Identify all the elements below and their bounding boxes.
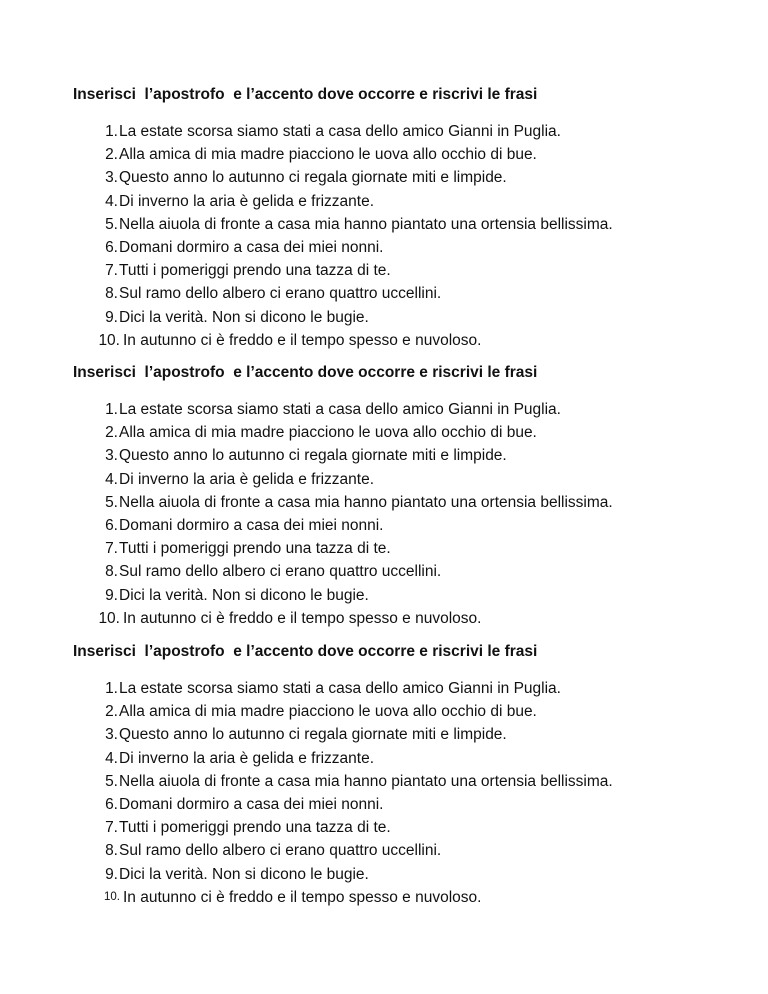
item-text: Dici la verità. Non si dicono le bugie. <box>119 586 369 604</box>
list-item <box>73 700 713 723</box>
list-item <box>73 398 713 421</box>
item-text: Alla amica di mia madre piacciono le uova allo occhio di bue. <box>119 424 537 442</box>
item-text: La estate scorsa siamo stati a casa dello amico Gianni in Puglia. <box>119 123 561 140</box>
list-item <box>73 747 713 770</box>
list-item <box>73 607 713 630</box>
list-item <box>73 120 713 143</box>
item-number: 8. <box>105 563 118 581</box>
list-item <box>73 863 713 886</box>
item-number: 5. <box>105 493 118 511</box>
item-number: 9. <box>105 308 118 326</box>
list-item <box>73 839 713 862</box>
item-text: La estate scorsa siamo stati a casa dello amico Gianni in Puglia. <box>119 680 561 697</box>
item-number: 2. <box>105 146 118 164</box>
list-item <box>73 421 713 444</box>
item-text: Sul ramo dello albero ci erano quattro uccellini. <box>119 563 442 581</box>
item-text: Di inverno la aria è gelida e frizzante. <box>119 470 375 488</box>
list-item <box>73 770 713 793</box>
item-number: 7. <box>105 819 118 837</box>
item-text: Di inverno la aria è gelida e frizzante. <box>119 192 375 210</box>
item-text: La estate scorsa siamo stati a casa dello amico Gianni in Puglia. <box>119 401 561 418</box>
item-text: Dici la verità. Non si dicono le bugie. <box>119 308 369 326</box>
item-number: 2. <box>105 424 118 442</box>
item-text: Questo anno lo autunno ci regala giornate miti e limpide. <box>119 726 507 744</box>
item-number: 8. <box>105 842 118 860</box>
item-number: 4. <box>105 470 118 488</box>
item-number: 2. <box>105 703 118 721</box>
item-text: Questo anno lo autunno ci regala giornate miti e limpide. <box>119 447 507 465</box>
item-number: 10. <box>98 609 120 627</box>
item-number: 1. <box>105 123 118 140</box>
item-text: Domani dormiro a casa dei miei nonni. <box>119 238 384 256</box>
list-item <box>73 444 713 467</box>
list-item <box>73 793 713 816</box>
list-item <box>73 514 713 537</box>
item-text: In autunno ci è freddo e il tempo spesso e nuvoloso. <box>123 609 482 627</box>
item-number: 6. <box>105 795 118 813</box>
exercise-heading: Inserisci l’apostrofo e l’accento dove occorre e riscrivi le frasi <box>73 86 538 103</box>
list-item <box>73 886 713 909</box>
item-text: Domani dormiro a casa dei miei nonni. <box>119 516 384 534</box>
exercise-section-3 <box>73 641 713 909</box>
exercise-heading: Inserisci l’apostrofo e l’accento dove occorre e riscrivi le frasi <box>73 643 538 660</box>
item-number: 6. <box>105 516 118 534</box>
item-number: 5. <box>105 772 118 790</box>
list-item <box>73 816 713 839</box>
item-text: Domani dormiro a casa dei miei nonni. <box>119 795 384 813</box>
sentence-list <box>73 398 713 630</box>
item-text: Questo anno lo autunno ci regala giornate miti e limpide. <box>119 169 507 187</box>
item-number: 4. <box>105 192 118 210</box>
item-text: Sul ramo dello albero ci erano quattro uccellini. <box>119 285 442 303</box>
item-number: 1. <box>105 401 118 418</box>
item-number: 9. <box>105 586 118 604</box>
list-item <box>73 306 713 329</box>
item-number: 3. <box>105 726 118 744</box>
item-text: In autunno ci è freddo e il tempo spesso e nuvoloso. <box>123 331 482 349</box>
list-item <box>73 236 713 259</box>
item-text: Alla amica di mia madre piacciono le uova allo occhio di bue. <box>119 703 537 721</box>
list-item <box>73 143 713 166</box>
item-number: 10. <box>98 331 120 349</box>
list-item <box>73 584 713 607</box>
list-item <box>73 166 713 189</box>
item-text: Tutti i pomeriggi prendo una tazza di te. <box>119 819 391 837</box>
item-text: Nella aiuola di fronte a casa mia hanno piantato una ortensia bellissima. <box>119 772 613 790</box>
list-item <box>73 537 713 560</box>
list-item <box>73 491 713 514</box>
list-item <box>73 329 713 352</box>
item-text: Alla amica di mia madre piacciono le uova allo occhio di bue. <box>119 146 537 164</box>
item-text: Tutti i pomeriggi prendo una tazza di te. <box>119 262 391 280</box>
item-number: 3. <box>105 447 118 465</box>
item-text: Dici la verità. Non si dicono le bugie. <box>119 865 369 883</box>
exercise-section-1 <box>73 84 713 352</box>
list-item <box>73 190 713 213</box>
item-number: 7. <box>105 262 118 280</box>
list-item <box>73 282 713 305</box>
list-item <box>73 259 713 282</box>
item-text: Sul ramo dello albero ci erano quattro uccellini. <box>119 842 442 860</box>
item-number: 6. <box>105 238 118 256</box>
list-item <box>73 723 713 746</box>
list-item <box>73 468 713 491</box>
item-text: Tutti i pomeriggi prendo una tazza di te. <box>119 540 391 558</box>
item-text: Nella aiuola di fronte a casa mia hanno piantato una ortensia bellissima. <box>119 493 613 511</box>
item-number: 4. <box>105 749 118 767</box>
item-text: Di inverno la aria è gelida e frizzante. <box>119 749 375 767</box>
list-item <box>73 560 713 583</box>
item-text: Nella aiuola di fronte a casa mia hanno piantato una ortensia bellissima. <box>119 215 613 233</box>
exercise-section-2 <box>73 362 713 630</box>
item-number: 3. <box>105 169 118 187</box>
item-number: 1. <box>105 680 118 697</box>
item-text: In autunno ci è freddo e il tempo spesso e nuvoloso. <box>123 888 482 906</box>
item-number: 10. <box>104 890 120 903</box>
item-number: 7. <box>105 540 118 558</box>
list-item <box>73 677 713 700</box>
item-number: 5. <box>105 215 118 233</box>
sentence-list <box>73 120 713 352</box>
item-number: 8. <box>105 285 118 303</box>
list-item <box>73 213 713 236</box>
exercise-heading: Inserisci l’apostrofo e l’accento dove occorre e riscrivi le frasi <box>73 364 538 381</box>
item-number: 9. <box>105 865 118 883</box>
sentence-list <box>73 677 713 909</box>
